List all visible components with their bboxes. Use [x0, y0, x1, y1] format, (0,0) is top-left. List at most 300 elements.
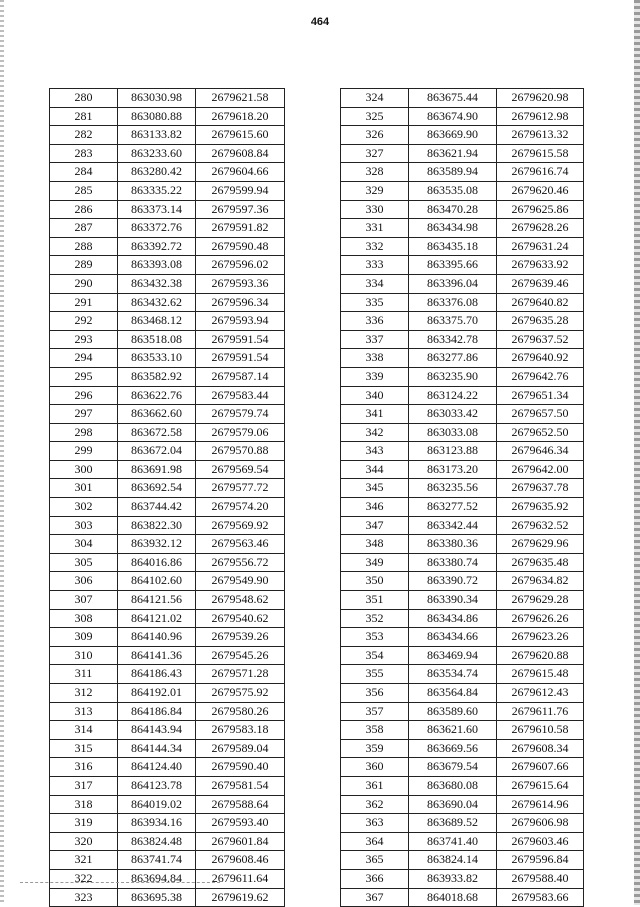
x-coordinate-cell: 863622.76	[118, 386, 196, 405]
x-coordinate-cell: 864192.01	[118, 684, 196, 703]
x-coordinate-cell: 863280.42	[118, 163, 196, 182]
table-row	[341, 869, 584, 888]
point-number-cell: 322	[50, 869, 118, 888]
point-number-cell: 284	[50, 163, 118, 182]
point-number-cell: 304	[50, 535, 118, 554]
table-row	[341, 851, 584, 870]
point-number-cell: 330	[341, 200, 409, 219]
y-coordinate-cell: 2679548.62	[196, 591, 285, 610]
x-coordinate-cell: 863435.18	[409, 237, 497, 256]
y-coordinate-cell: 2679619.62	[196, 888, 285, 907]
table-row	[50, 591, 285, 610]
x-coordinate-cell: 863235.90	[409, 367, 497, 386]
point-number-cell: 352	[341, 609, 409, 628]
table-row	[341, 572, 584, 591]
y-coordinate-cell: 2679639.46	[497, 274, 584, 293]
point-number-cell: 344	[341, 460, 409, 479]
point-number-cell: 332	[341, 237, 409, 256]
table-row	[50, 312, 285, 331]
x-coordinate-cell: 863123.88	[409, 442, 497, 461]
y-coordinate-cell: 2679613.32	[497, 126, 584, 145]
table-row	[341, 591, 584, 610]
point-number-cell: 358	[341, 721, 409, 740]
table-row	[341, 312, 584, 331]
table-row	[341, 498, 584, 517]
table-row	[341, 89, 584, 108]
point-number-cell: 288	[50, 237, 118, 256]
table-row	[341, 758, 584, 777]
table-row	[341, 330, 584, 349]
table-row	[341, 219, 584, 238]
x-coordinate-cell: 864121.56	[118, 591, 196, 610]
footer-rule	[20, 882, 220, 883]
table-row	[341, 776, 584, 795]
point-number-cell: 337	[341, 330, 409, 349]
table-row	[50, 144, 285, 163]
y-coordinate-cell: 2679629.96	[497, 535, 584, 554]
point-number-cell: 305	[50, 553, 118, 572]
x-coordinate-cell: 863534.74	[409, 665, 497, 684]
y-coordinate-cell: 2679593.94	[196, 312, 285, 331]
table-row	[341, 256, 584, 275]
point-number-cell: 329	[341, 181, 409, 200]
table-row	[50, 349, 285, 368]
x-coordinate-cell: 864123.78	[118, 776, 196, 795]
table-row	[341, 144, 584, 163]
y-coordinate-cell: 2679615.60	[196, 126, 285, 145]
y-coordinate-cell: 2679620.98	[497, 89, 584, 108]
table-row	[50, 107, 285, 126]
table-row	[50, 442, 285, 461]
y-coordinate-cell: 2679628.26	[497, 219, 584, 238]
y-coordinate-cell: 2679583.18	[196, 721, 285, 740]
point-number-cell: 361	[341, 776, 409, 795]
point-number-cell: 363	[341, 814, 409, 833]
y-coordinate-cell: 2679623.26	[497, 628, 584, 647]
x-coordinate-cell: 863672.04	[118, 442, 196, 461]
x-coordinate-cell: 863564.84	[409, 684, 497, 703]
x-coordinate-cell: 863390.34	[409, 591, 497, 610]
table-row	[50, 888, 285, 907]
y-coordinate-cell: 2679652.50	[497, 423, 584, 442]
point-number-cell: 334	[341, 274, 409, 293]
point-number-cell: 319	[50, 814, 118, 833]
table-row	[50, 832, 285, 851]
y-coordinate-cell: 2679583.66	[497, 888, 584, 907]
x-coordinate-cell: 863741.74	[118, 851, 196, 870]
y-coordinate-cell: 2679657.50	[497, 405, 584, 424]
point-number-cell: 317	[50, 776, 118, 795]
point-number-cell: 342	[341, 423, 409, 442]
table-row	[50, 702, 285, 721]
point-number-cell: 326	[341, 126, 409, 145]
table-row	[50, 646, 285, 665]
y-coordinate-cell: 2679635.92	[497, 498, 584, 517]
x-coordinate-cell: 863434.66	[409, 628, 497, 647]
x-coordinate-cell: 863432.62	[118, 293, 196, 312]
y-coordinate-cell: 2679575.92	[196, 684, 285, 703]
y-coordinate-cell: 2679590.40	[196, 758, 285, 777]
y-coordinate-cell: 2679635.48	[497, 553, 584, 572]
x-coordinate-cell: 863390.72	[409, 572, 497, 591]
y-coordinate-cell: 2679581.54	[196, 776, 285, 795]
y-coordinate-cell: 2679632.52	[497, 516, 584, 535]
point-number-cell: 302	[50, 498, 118, 517]
x-coordinate-cell: 863695.38	[118, 888, 196, 907]
y-coordinate-cell: 2679606.98	[497, 814, 584, 833]
y-coordinate-cell: 2679640.82	[497, 293, 584, 312]
table-row	[50, 163, 285, 182]
x-coordinate-cell: 864141.36	[118, 646, 196, 665]
point-number-cell: 354	[341, 646, 409, 665]
y-coordinate-cell: 2679642.00	[497, 460, 584, 479]
point-number-cell: 356	[341, 684, 409, 703]
point-number-cell: 285	[50, 181, 118, 200]
point-number-cell: 357	[341, 702, 409, 721]
table-row	[341, 535, 584, 554]
point-number-cell: 295	[50, 367, 118, 386]
y-coordinate-cell: 2679612.43	[497, 684, 584, 703]
y-coordinate-cell: 2679570.88	[196, 442, 285, 461]
point-number-cell: 312	[50, 684, 118, 703]
x-coordinate-cell: 863689.52	[409, 814, 497, 833]
table-row	[50, 684, 285, 703]
x-coordinate-cell: 863674.90	[409, 107, 497, 126]
x-coordinate-cell: 863822.30	[118, 516, 196, 535]
point-number-cell: 291	[50, 293, 118, 312]
y-coordinate-cell: 2679569.92	[196, 516, 285, 535]
table-row	[341, 293, 584, 312]
x-coordinate-cell: 864144.34	[118, 739, 196, 758]
x-coordinate-cell: 863589.94	[409, 163, 497, 182]
point-number-cell: 280	[50, 89, 118, 108]
point-number-cell: 345	[341, 479, 409, 498]
x-coordinate-cell: 863373.14	[118, 200, 196, 219]
coordinates-table-left	[49, 88, 285, 907]
table-row	[50, 330, 285, 349]
point-number-cell: 360	[341, 758, 409, 777]
y-coordinate-cell: 2679591.54	[196, 349, 285, 368]
table-row	[50, 814, 285, 833]
x-coordinate-cell: 863690.04	[409, 795, 497, 814]
table-row	[50, 758, 285, 777]
y-coordinate-cell: 2679631.24	[497, 237, 584, 256]
table-row	[50, 739, 285, 758]
table-row	[341, 126, 584, 145]
x-coordinate-cell: 863277.86	[409, 349, 497, 368]
table-row	[341, 237, 584, 256]
x-coordinate-cell: 863680.08	[409, 776, 497, 795]
table-row	[50, 237, 285, 256]
y-coordinate-cell: 2679587.14	[196, 367, 285, 386]
x-coordinate-cell: 863393.08	[118, 256, 196, 275]
y-coordinate-cell: 2679615.48	[497, 665, 584, 684]
point-number-cell: 350	[341, 572, 409, 591]
x-coordinate-cell: 863621.94	[409, 144, 497, 163]
y-coordinate-cell: 2679614.96	[497, 795, 584, 814]
x-coordinate-cell: 863469.94	[409, 646, 497, 665]
y-coordinate-cell: 2679642.76	[497, 367, 584, 386]
x-coordinate-cell: 863582.92	[118, 367, 196, 386]
table-row	[50, 628, 285, 647]
point-number-cell: 300	[50, 460, 118, 479]
point-number-cell: 294	[50, 349, 118, 368]
page-number: 464	[310, 16, 330, 28]
y-coordinate-cell: 2679596.84	[497, 851, 584, 870]
y-coordinate-cell: 2679591.54	[196, 330, 285, 349]
table-row	[50, 423, 285, 442]
point-number-cell: 283	[50, 144, 118, 163]
table-row	[341, 405, 584, 424]
x-coordinate-cell: 863133.82	[118, 126, 196, 145]
scan-edge-left	[0, 0, 4, 905]
table-row	[50, 200, 285, 219]
y-coordinate-cell: 2679591.82	[196, 219, 285, 238]
x-coordinate-cell: 863233.60	[118, 144, 196, 163]
x-coordinate-cell: 863372.76	[118, 219, 196, 238]
x-coordinate-cell: 863518.08	[118, 330, 196, 349]
y-coordinate-cell: 2679603.46	[497, 832, 584, 851]
y-coordinate-cell: 2679574.20	[196, 498, 285, 517]
table-row	[341, 423, 584, 442]
y-coordinate-cell: 2679593.40	[196, 814, 285, 833]
point-number-cell: 362	[341, 795, 409, 814]
y-coordinate-cell: 2679620.88	[497, 646, 584, 665]
y-coordinate-cell: 2679580.26	[196, 702, 285, 721]
point-number-cell: 351	[341, 591, 409, 610]
point-number-cell: 318	[50, 795, 118, 814]
x-coordinate-cell: 863434.86	[409, 609, 497, 628]
point-number-cell: 327	[341, 144, 409, 163]
table-row	[50, 386, 285, 405]
x-coordinate-cell: 863824.48	[118, 832, 196, 851]
y-coordinate-cell: 2679571.28	[196, 665, 285, 684]
table-row	[50, 665, 285, 684]
table-row	[341, 739, 584, 758]
table-row	[341, 684, 584, 703]
point-number-cell: 282	[50, 126, 118, 145]
y-coordinate-cell: 2679651.34	[497, 386, 584, 405]
point-number-cell: 320	[50, 832, 118, 851]
point-number-cell: 347	[341, 516, 409, 535]
table-row	[341, 888, 584, 907]
table-row	[341, 349, 584, 368]
point-number-cell: 314	[50, 721, 118, 740]
y-coordinate-cell: 2679588.40	[497, 869, 584, 888]
x-coordinate-cell: 864016.86	[118, 553, 196, 572]
table-row	[50, 367, 285, 386]
x-coordinate-cell: 863395.66	[409, 256, 497, 275]
x-coordinate-cell: 863934.16	[118, 814, 196, 833]
x-coordinate-cell: 863380.36	[409, 535, 497, 554]
x-coordinate-cell: 863392.72	[118, 237, 196, 256]
point-number-cell: 336	[341, 312, 409, 331]
table-row	[50, 776, 285, 795]
table-row	[50, 405, 285, 424]
point-number-cell: 308	[50, 609, 118, 628]
y-coordinate-cell: 2679615.58	[497, 144, 584, 163]
x-coordinate-cell: 864121.02	[118, 609, 196, 628]
x-coordinate-cell: 863744.42	[118, 498, 196, 517]
point-number-cell: 309	[50, 628, 118, 647]
point-number-cell: 313	[50, 702, 118, 721]
table-row	[50, 479, 285, 498]
y-coordinate-cell: 2679579.06	[196, 423, 285, 442]
point-number-cell: 324	[341, 89, 409, 108]
point-number-cell: 316	[50, 758, 118, 777]
y-coordinate-cell: 2679597.36	[196, 200, 285, 219]
y-coordinate-cell: 2679637.78	[497, 479, 584, 498]
table-row	[341, 181, 584, 200]
point-number-cell: 348	[341, 535, 409, 554]
table-row	[341, 460, 584, 479]
point-number-cell: 311	[50, 665, 118, 684]
y-coordinate-cell: 2679596.02	[196, 256, 285, 275]
point-number-cell: 303	[50, 516, 118, 535]
point-number-cell: 315	[50, 739, 118, 758]
table-row	[341, 795, 584, 814]
y-coordinate-cell: 2679611.76	[497, 702, 584, 721]
table-row	[50, 219, 285, 238]
y-coordinate-cell: 2679545.26	[196, 646, 285, 665]
y-coordinate-cell: 2679596.34	[196, 293, 285, 312]
x-coordinate-cell: 863669.90	[409, 126, 497, 145]
point-number-cell: 297	[50, 405, 118, 424]
table-row	[50, 572, 285, 591]
x-coordinate-cell: 863679.54	[409, 758, 497, 777]
x-coordinate-cell: 863434.98	[409, 219, 497, 238]
x-coordinate-cell: 863030.98	[118, 89, 196, 108]
point-number-cell: 364	[341, 832, 409, 851]
table-row	[50, 553, 285, 572]
table-row	[50, 181, 285, 200]
table-row	[341, 646, 584, 665]
y-coordinate-cell: 2679549.90	[196, 572, 285, 591]
table-row	[341, 200, 584, 219]
point-number-cell: 338	[341, 349, 409, 368]
table-row	[50, 869, 285, 888]
table-row	[341, 386, 584, 405]
x-coordinate-cell: 864143.94	[118, 721, 196, 740]
y-coordinate-cell: 2679540.62	[196, 609, 285, 628]
x-coordinate-cell: 863124.22	[409, 386, 497, 405]
point-number-cell: 333	[341, 256, 409, 275]
table-row	[50, 126, 285, 145]
x-coordinate-cell: 863468.12	[118, 312, 196, 331]
point-number-cell: 331	[341, 219, 409, 238]
y-coordinate-cell: 2679604.66	[196, 163, 285, 182]
table-row	[341, 702, 584, 721]
x-coordinate-cell: 864140.96	[118, 628, 196, 647]
x-coordinate-cell: 863376.08	[409, 293, 497, 312]
x-coordinate-cell: 864186.84	[118, 702, 196, 721]
y-coordinate-cell: 2679646.34	[497, 442, 584, 461]
y-coordinate-cell: 2679579.74	[196, 405, 285, 424]
y-coordinate-cell: 2679607.66	[497, 758, 584, 777]
table-row	[341, 163, 584, 182]
point-number-cell: 335	[341, 293, 409, 312]
y-coordinate-cell: 2679640.92	[497, 349, 584, 368]
point-number-cell: 353	[341, 628, 409, 647]
x-coordinate-cell: 863173.20	[409, 460, 497, 479]
x-coordinate-cell: 863741.40	[409, 832, 497, 851]
x-coordinate-cell: 863380.74	[409, 553, 497, 572]
x-coordinate-cell: 864018.68	[409, 888, 497, 907]
y-coordinate-cell: 2679629.28	[497, 591, 584, 610]
x-coordinate-cell: 863933.82	[409, 869, 497, 888]
y-coordinate-cell: 2679634.82	[497, 572, 584, 591]
y-coordinate-cell: 2679589.04	[196, 739, 285, 758]
point-number-cell: 296	[50, 386, 118, 405]
y-coordinate-cell: 2679625.86	[497, 200, 584, 219]
point-number-cell: 298	[50, 423, 118, 442]
table-row	[341, 609, 584, 628]
point-number-cell: 321	[50, 851, 118, 870]
table-row	[341, 553, 584, 572]
x-coordinate-cell: 863375.70	[409, 312, 497, 331]
y-coordinate-cell: 2679637.52	[497, 330, 584, 349]
table-row	[341, 442, 584, 461]
scan-edge-right	[634, 0, 640, 905]
x-coordinate-cell: 863396.04	[409, 274, 497, 293]
point-number-cell: 310	[50, 646, 118, 665]
table-row	[50, 851, 285, 870]
y-coordinate-cell: 2679556.72	[196, 553, 285, 572]
point-number-cell: 365	[341, 851, 409, 870]
table-row	[50, 256, 285, 275]
x-coordinate-cell: 863277.52	[409, 498, 497, 517]
coordinates-table-right	[340, 88, 584, 907]
table-row	[50, 609, 285, 628]
point-number-cell: 293	[50, 330, 118, 349]
table-row	[341, 814, 584, 833]
table-row	[50, 498, 285, 517]
y-coordinate-cell: 2679563.46	[196, 535, 285, 554]
y-coordinate-cell: 2679635.28	[497, 312, 584, 331]
y-coordinate-cell: 2679608.46	[196, 851, 285, 870]
table-row	[341, 721, 584, 740]
y-coordinate-cell: 2679620.46	[497, 181, 584, 200]
x-coordinate-cell: 863533.10	[118, 349, 196, 368]
y-coordinate-cell: 2679616.74	[497, 163, 584, 182]
x-coordinate-cell: 863535.08	[409, 181, 497, 200]
point-number-cell: 339	[341, 367, 409, 386]
point-number-cell: 286	[50, 200, 118, 219]
x-coordinate-cell: 863932.12	[118, 535, 196, 554]
table-row	[50, 293, 285, 312]
y-coordinate-cell: 2679610.58	[497, 721, 584, 740]
y-coordinate-cell: 2679601.84	[196, 832, 285, 851]
point-number-cell: 281	[50, 107, 118, 126]
table-row	[341, 107, 584, 126]
point-number-cell: 323	[50, 888, 118, 907]
point-number-cell: 307	[50, 591, 118, 610]
point-number-cell: 346	[341, 498, 409, 517]
x-coordinate-cell: 864102.60	[118, 572, 196, 591]
x-coordinate-cell: 863669.56	[409, 739, 497, 758]
x-coordinate-cell: 863589.60	[409, 702, 497, 721]
x-coordinate-cell: 863662.60	[118, 405, 196, 424]
table-row	[341, 367, 584, 386]
x-coordinate-cell: 863342.44	[409, 516, 497, 535]
point-number-cell: 349	[341, 553, 409, 572]
point-number-cell: 355	[341, 665, 409, 684]
x-coordinate-cell: 863470.28	[409, 200, 497, 219]
y-coordinate-cell: 2679611.64	[196, 869, 285, 888]
x-coordinate-cell: 864186.43	[118, 665, 196, 684]
y-coordinate-cell: 2679599.94	[196, 181, 285, 200]
point-number-cell: 325	[341, 107, 409, 126]
